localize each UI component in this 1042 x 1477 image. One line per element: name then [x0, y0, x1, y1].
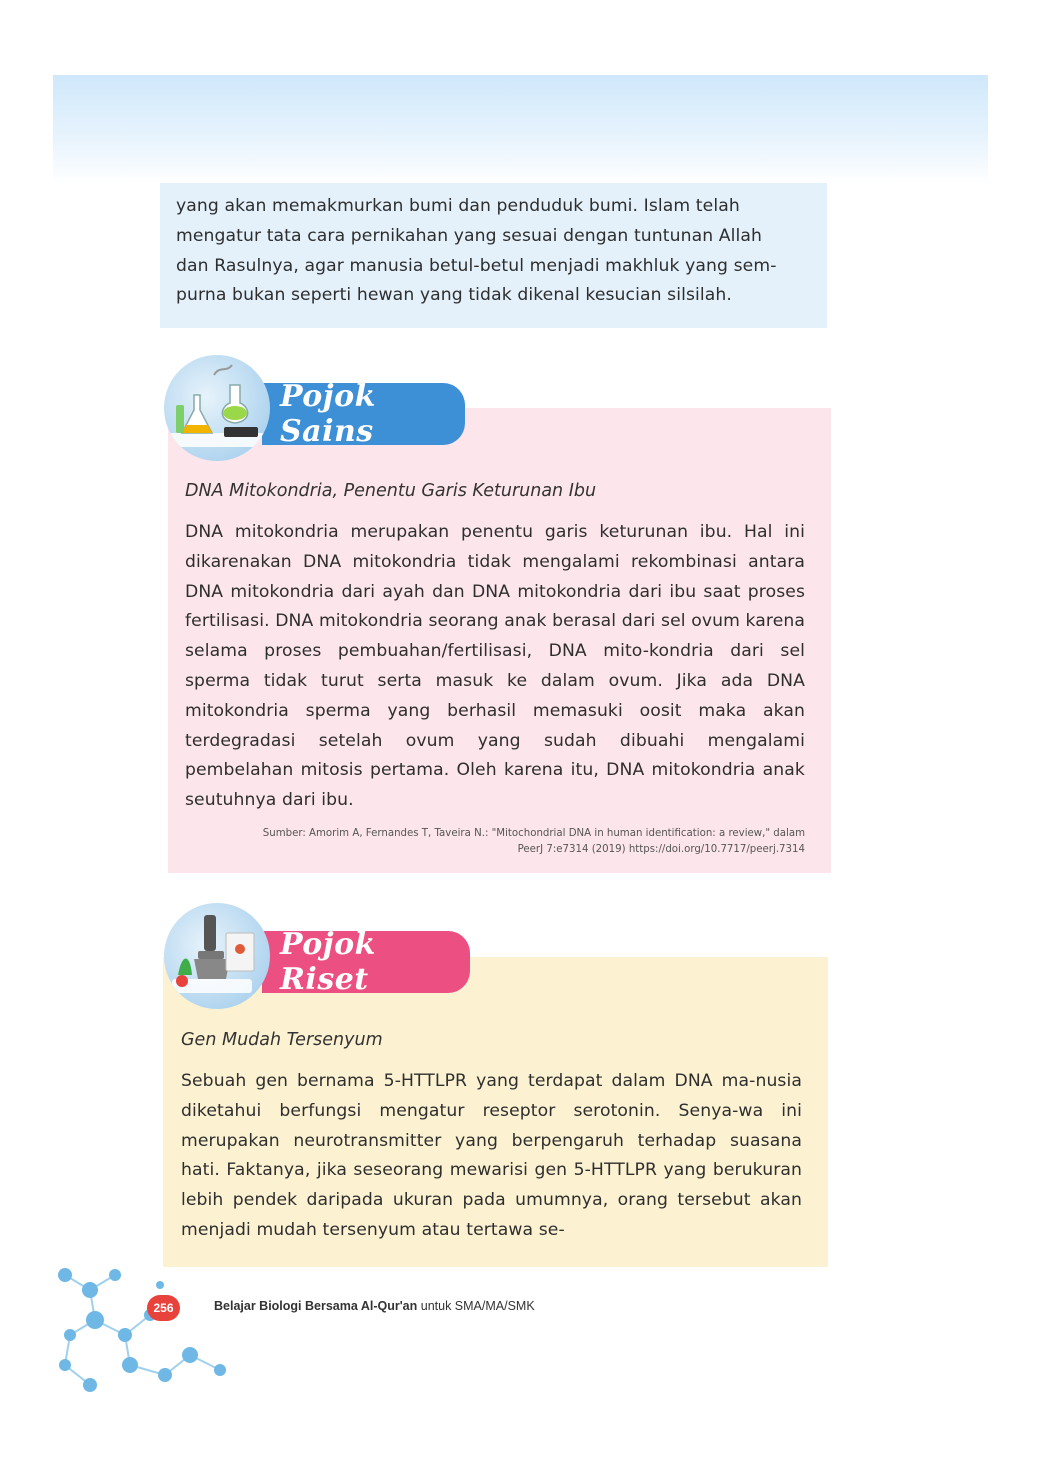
footer-book-title: [214, 1299, 535, 1313]
intro-line: yang akan memakmurkan bumi dan penduduk bumi. Islam telah: [176, 196, 740, 216]
pojok-riset-banner: Pojok Riset: [262, 931, 470, 993]
pojok-sains-banner: Pojok Sains: [262, 383, 465, 445]
header-gradient: [53, 75, 988, 185]
pojok-sains-subtitle: DNA Mitokondria, Penentu Garis Keturunan Ibu: [185, 481, 597, 501]
pojok-sains-paragraph: DNA mitokondria merupakan penentu garis keturunan ibu. Hal ini dikarenakan DNA mitokondria tidak mengalami rekombinasi antara DNA mitokondria dari ayah dan DNA mitokondria dari ibu saat proses fertilisasi. DNA mitokondria seorang anak berasal dari sel ovum karena selama proses pembuahan/fertilisasi, DNA mito-kondria dari sel sperma tidak turut serta masuk ke dalam ovum. Jika ada DNA mitokondria sperma yang berhasil memasuki oosit maka akan terdegradasi setelah ovum yang sudah dibuahi mengalami pembelahan mitosis pertama. Oleh karena itu, DNA mitokondria anak seutuhnya dari ibu.: [185, 522, 805, 811]
source-line: PeerJ 7:e7314 (2019) https://doi.org/10.7717/peerj.7314: [517, 843, 805, 855]
intro-line: dan Rasulnya, agar manusia betul-betul menjadi makhluk yang sem-: [176, 255, 777, 276]
page-number: 256: [147, 1295, 180, 1321]
microscope-icon: [164, 903, 270, 1009]
pojok-sains-source: [185, 826, 805, 858]
molecule-decoration-icon: [50, 1255, 250, 1405]
book-suffix: untuk SMA/MA/SMK: [417, 1299, 535, 1313]
source-line: Sumber: Amorim A, Fernandes T, Taveira N.: "Mitochondrial DNA in human identification: a review," dalam: [262, 827, 805, 839]
science-lab-icon: [164, 355, 270, 461]
book-title: Belajar Biologi Bersama Al-Qur'an: [214, 1299, 418, 1313]
pojok-riset-subtitle: Gen Mudah Tersenyum: [181, 1030, 383, 1050]
intro-box: [160, 183, 827, 328]
pojok-riset-box: [163, 957, 828, 1267]
pojok-sains-box: [168, 408, 831, 873]
intro-line: mengatur tata cara pernikahan yang sesuai dengan tuntunan Allah: [176, 225, 763, 246]
intro-line: purna bukan seperti hewan yang tidak dikenal kesucian silsilah.: [176, 285, 732, 306]
pojok-riset-paragraph: Sebuah gen bernama 5-HTTLPR yang terdapat dalam DNA ma-nusia diketahui berfungsi mengatur reseptor serotonin. Senya-wa ini merupakan neurotransmitter yang berpengaruh terhadap suasana hati. Faktanya, jika seseorang mewarisi gen 5-HTTLPR yang berukuran lebih pendek daripada ukuran pada umumnya, orang tersebut akan menjadi mudah tersenyum atau tertawa se-: [181, 1071, 802, 1240]
